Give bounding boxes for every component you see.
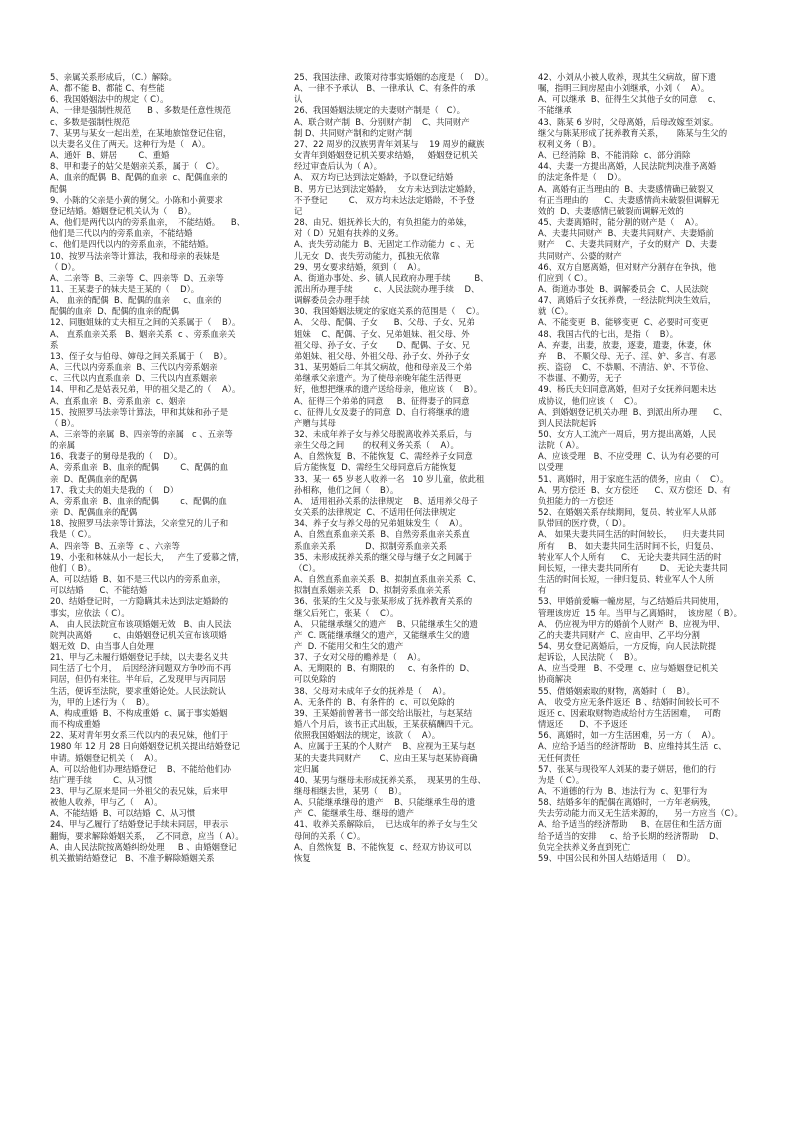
text-line: 33、某一 65 岁老人收养一名 10 岁儿童，依此租 bbox=[294, 473, 485, 484]
text-line: 6、我国婚姻法中的规定（ C）。 bbox=[50, 94, 169, 105]
text-line: A、血亲的配偶 B、配偶的血亲 c、配偶血亲的 bbox=[50, 172, 228, 183]
text-line: 27、22 周岁的汉族男青年刘某与 19 周岁的藏族 bbox=[294, 138, 485, 149]
text-line: A、 由人民法院宣布该项婚姻无效 B、由人民法 bbox=[50, 618, 232, 629]
text-line: 申请。婚姻登记机关（ A）。 bbox=[50, 752, 163, 763]
text-line: A、应属于王某的个人财产 B、应视为王某与赵 bbox=[294, 741, 476, 752]
text-line: 负完全扶养义务直到死亡 bbox=[538, 841, 631, 852]
text-line: 登记结婚。婚姻登记机关认为（ B）。 bbox=[50, 205, 197, 216]
text-line: 协商解决 bbox=[538, 674, 572, 685]
text-line: A、应当受理 B、不受理 c、应与婚姻登记机关 bbox=[538, 663, 719, 674]
text-line: A、一律是强制性规范 B 、多数是任意性规范 bbox=[50, 105, 231, 116]
text-line: 25、我国法律、政策对待事实婚姻的态度是（ D）。 bbox=[294, 72, 494, 82]
text-line: 40、某男与继母未形成抚养关系， 现某男的生母、 bbox=[294, 774, 486, 785]
text-line: B、男方已达到法定婚龄， 女方未达到法定婚龄， bbox=[294, 183, 481, 194]
text-line: 成协议，他们应该（ C）。 bbox=[538, 395, 643, 406]
text-line: 定归属 bbox=[294, 763, 320, 774]
text-line: 给予适当的安排 c、给予长期的经济帮助 D、 bbox=[538, 830, 724, 841]
text-line: 恢复 bbox=[294, 852, 311, 863]
text-column-left bbox=[50, 72, 278, 1072]
text-line: 起诉讼，人民法院（ B）。 bbox=[538, 652, 643, 663]
text-line: A、 父母、配偶、子女 B、父母、子女、兄弟 bbox=[294, 317, 475, 328]
text-line: 权利义务（ B）。 bbox=[538, 138, 601, 149]
text-line: 乙的夫妻共同财产 C、应由甲、乙平均分割 bbox=[538, 629, 700, 640]
text-line: 不能继承 bbox=[538, 105, 572, 116]
text-line: A、不道德的行为 B、违法行为 c、犯罪行为 bbox=[538, 786, 708, 796]
text-line: 财产 C、夫妻共同财产，子女的财产 D、夫妻 bbox=[538, 239, 718, 250]
text-line: 42、小刘从小被人收养，现其生父病故，留下遗 bbox=[538, 72, 717, 82]
text-line: A、 如果夫妻共同生活的时间较长， 归夫妻共同 bbox=[538, 529, 725, 540]
text-line: A、应给予适当的经济帮助 B、应维持其生活 c、 bbox=[538, 741, 727, 752]
text-line: 同居，但仍有来往。半年后，乙发现甲与丙同居 bbox=[50, 674, 226, 685]
text-line: c、征得儿女及妻子的同意 D、自行将继承的遗 bbox=[294, 406, 470, 417]
text-line: 为是（ C）。 bbox=[538, 774, 585, 785]
text-line: 可以免除的 bbox=[294, 674, 336, 685]
text-line: （ D）。 bbox=[50, 261, 81, 272]
text-line: A、 双方均已达到法定婚龄，予以登记结婚 bbox=[294, 172, 454, 183]
text-line: c、多数是强制性规范 bbox=[50, 116, 130, 127]
text-line: 继父与陈某形成了抚养教育关系， 陈某与生父的 bbox=[538, 127, 728, 138]
text-line: 35、未形成抚养关系的继父母与继子女之间属于 bbox=[294, 551, 473, 562]
text-line: 女青年到婚姻登记机关要求结婚， 婚姻登记机关 bbox=[294, 150, 478, 161]
text-line: 45、夫妻离婚时，能分割的财产是（ A）。 bbox=[538, 217, 704, 228]
text-line: （C）。 bbox=[294, 562, 321, 573]
text-line: 弟继承父亲遗产。为了使母亲晚年能生活得更 bbox=[294, 373, 462, 384]
text-line: A、直系血亲 B、旁系血亲 c、姻亲 bbox=[50, 395, 186, 406]
text-line: A、联合财产制 B、分别财产制 C、共同财产 bbox=[294, 116, 470, 127]
text-line: 姐妹 C、配偶、子女、兄弟姐妹、祖父母、外 bbox=[294, 328, 470, 339]
text-line: 14、甲和乙是姑表兄弟，甲的祖父是乙的（ A）。 bbox=[50, 384, 241, 395]
text-line: 31、某男婚后二年其父病故，他和母亲及三个弟 bbox=[294, 362, 473, 373]
text-column-right bbox=[538, 72, 766, 1072]
text-line: 51、离婚时，用于家庭生活的债务，应由（ C）。 bbox=[538, 473, 729, 484]
text-line: A、男方偿还 B、女方偿还 C、双方偿还 D、有 bbox=[538, 484, 731, 495]
text-line: A、自然恢复 B、不能恢复 C、需经养子女同意 bbox=[294, 451, 473, 462]
text-line: 有正当理由的 C、夫妻感情尚未破裂但调解无 bbox=[538, 194, 719, 205]
text-line: 院判决离婚 c、由婚姻登记机关宣布该项婚 bbox=[50, 629, 227, 640]
text-line: 到人民法院起诉 bbox=[538, 417, 597, 428]
text-line: 不恭谨、不勤劳，无子 bbox=[538, 373, 622, 384]
text-line: 有 bbox=[538, 585, 547, 596]
text-line: 44、夫妻一方提出离婚，人民法院判决准予离婚 bbox=[538, 161, 717, 172]
text-line: A、可以给他们办理结婚登记 B、不能给他们办 bbox=[50, 763, 232, 774]
text-line: 法院（ A）。 bbox=[538, 440, 585, 451]
text-line: 共同财产、公婆的财产 bbox=[538, 250, 622, 261]
text-line: 他们是三代以内的旁系血亲，不能结婚 bbox=[50, 228, 193, 239]
document-page bbox=[50, 72, 766, 1072]
text-line: 系 bbox=[50, 339, 59, 350]
text-line: 43、陈某 6 岁时，父母离婚，后母改嫁至刘家。 bbox=[538, 116, 719, 127]
text-line: A、他们是两代以内的旁系血亲， 不能结婚。 B、 bbox=[50, 217, 245, 228]
text-line: 被他人收养，甲与乙（ A）。 bbox=[50, 797, 163, 808]
text-column-middle bbox=[294, 72, 522, 1072]
text-line: 对（ D）兄姐有扶养的义务。 bbox=[294, 228, 404, 239]
text-line: 22、某对青年男女系三代以内的表兄妹，他们于 bbox=[50, 730, 229, 741]
text-line: 结广理手续 C、从习惯 bbox=[50, 774, 153, 785]
text-line: A、 收受方应无条件返还 B 、结婚时间较长可不 bbox=[538, 696, 720, 707]
text-line: A、构成重婚 B、不构成重婚 c、属于事实婚姻 bbox=[50, 707, 228, 718]
text-line: 29、男女要求结婚，须到（ A）。 bbox=[294, 261, 426, 272]
text-line: 而不构成重婚 bbox=[50, 719, 101, 730]
text-line: 34、养子女与养父母的兄弟姐妹发生（ A）。 bbox=[294, 518, 468, 529]
text-line: 5、亲属关系形成后，（C.）解除。 bbox=[50, 72, 177, 82]
text-line: 50、女方人工流产一周后，男方提出离婚，人民 bbox=[538, 429, 717, 439]
text-line: 儿无女 D、丧失劳动能力，孤独无依靠 bbox=[294, 250, 440, 261]
text-line: A、自然直系血亲关系 B、自然旁系血亲关系直 bbox=[294, 529, 470, 540]
text-line: 55、借婚姻索取的财物，离婚时（ B）。 bbox=[538, 685, 695, 696]
text-line: A、离婚有正当理由的 B、夫妻感情确已破裂又 bbox=[538, 183, 714, 194]
text-line: 事实，应依法（ C）。 bbox=[50, 607, 130, 618]
text-line: A、不能变更 B、能够变更 C、必要时可变更 bbox=[538, 317, 709, 328]
text-line: 的亲属 bbox=[50, 440, 76, 451]
text-line: A、可以继承 B、征得生父其他子女的同意 c、 bbox=[538, 94, 721, 105]
text-line: 继母相继去世，某男（ B）。 bbox=[294, 786, 407, 796]
text-line: 生活，便诉至法院，要求重婚论处。人民法院认 bbox=[50, 685, 226, 696]
text-line: 为，甲的上述行为（ B）。 bbox=[50, 696, 155, 707]
text-line: 23、甲与乙原来是同一外祖父的表兄妹，后来甲 bbox=[50, 786, 229, 796]
text-line: 后方能恢复 D、需经生父母同意后方能恢复 bbox=[294, 462, 457, 473]
text-line: 产 C、能继承生母、继母的遗产 bbox=[294, 808, 415, 819]
text-line: 17、我丈夫的姐夫是我的（ D） bbox=[50, 484, 179, 495]
text-line: 翻悔，要求解除婚姻关系， 乙不同意，应当（ A）。 bbox=[50, 830, 244, 841]
text-line: 亲 D、配偶血亲的配偶 bbox=[50, 473, 138, 484]
text-line: A、 适用祖孙关系的法律规定 B、适用养父母子 bbox=[294, 495, 478, 506]
text-line: 弟姐妹、祖父母、外祖父母、孙子女、外孙子女 bbox=[294, 350, 470, 361]
text-line: c、三代以内直系血亲 D、三代以内直系姻亲 bbox=[50, 373, 218, 384]
text-line: 生活的时间长短，一律归复员、转业军人个人所 bbox=[538, 574, 714, 585]
text-line: A、应该受理 B、不应受理 C、认为有必要的可 bbox=[538, 451, 720, 462]
text-line: 亲 D、配偶血亲的配偶 bbox=[50, 507, 138, 518]
text-line: A、都不能 B、都能 C、有些能 bbox=[50, 83, 165, 94]
text-line: 52、在婚姻关系存续期间，复员、转业军人从部 bbox=[538, 507, 717, 518]
text-line: 配偶 bbox=[50, 183, 67, 194]
text-line: 的法定条件是（ D）。 bbox=[538, 172, 627, 183]
text-line: 系血亲关系 D、拟制旁系血亲关系 bbox=[294, 540, 447, 551]
text-line: 以夫妻名义住了两天。这种行为是（ A）。 bbox=[50, 138, 211, 149]
text-line: 产赠与其母 bbox=[294, 417, 336, 428]
text-line: A、已经消除 B、不能消除 c、部分消除 bbox=[538, 150, 691, 161]
text-line: 祖父母、孙子女、子女 D、配偶、子女、兄 bbox=[294, 339, 470, 350]
text-line: 10、按罗马法亲等计算法，我和母亲的表妹是 bbox=[50, 250, 220, 261]
text-line: c、他们是四代以内的旁系血亲，不能结婚。 bbox=[50, 239, 214, 250]
text-line: 不予登记 C、 双方均未达法定婚龄，不予登 bbox=[294, 194, 475, 205]
text-line: 同生活了七个月， 后因经济问题双方争吵而不再 bbox=[50, 663, 232, 674]
text-line: A、只能继承继母的遗产 B、只能继承生母的遗 bbox=[294, 797, 476, 808]
text-line: 婚八个月后，该书正式出版，王某获稿酬四千元。 bbox=[294, 719, 479, 730]
text-line: 负担能力的一方偿还 bbox=[538, 495, 614, 506]
text-line: 37、子女对父母的赡养是（ A）。 bbox=[294, 652, 426, 663]
text-line: 57、张某与现役军人刘某的妻子姘居，他们的行 bbox=[538, 763, 717, 774]
text-line: A、夫妻共同财产 B、夫妻共同财产、夫妻婚前 bbox=[538, 228, 714, 239]
text-line: A、旁系血亲 B、血亲的配偶 c、配偶的血 bbox=[50, 495, 227, 506]
text-line: 间长短，一律夫妻共同所有 D、 无论夫妻共同 bbox=[538, 562, 728, 573]
text-line: 无任何责任 bbox=[538, 752, 580, 763]
text-line: A、给予适当的经济帮助 B、在居住和生活方面 bbox=[538, 819, 722, 830]
text-line: 1980 年 12 月 28 日向婚姻登记机关提出结婚登记 bbox=[50, 741, 240, 752]
text-line: A、可以结婚 B、如不是三代以内的旁系血亲， bbox=[50, 574, 226, 585]
text-line: 我是（ C）。 bbox=[50, 529, 97, 540]
text-line: A、旁系血亲 B、血亲的配偶 C、配偶的血 bbox=[50, 462, 228, 473]
text-line: 47、离婚后子女抚养费，一经法院判决生效后， bbox=[538, 295, 717, 306]
text-line: 制 D、共同财产制和约定财产制 bbox=[294, 127, 412, 138]
text-line: 认 bbox=[294, 94, 303, 105]
text-line: A、街道办事处、乡、镇人民政府办理手续 B、 bbox=[294, 272, 489, 283]
text-line: A、由人民法院按离婚纠纷处理 B 、由婚姻登记 bbox=[50, 841, 237, 852]
text-line: A、一律不予承认 B、一律承认 C、有条件的承 bbox=[294, 83, 476, 94]
text-line: 26、我国婚姻法规定的夫妻财产制是（ C）。 bbox=[294, 105, 466, 116]
text-line: 嘱，指明三间房屋由小刘继承，小刘（ A）。 bbox=[538, 83, 710, 94]
text-line: 可以结婚 C、不能结婚 bbox=[50, 585, 148, 596]
text-line: 返还 c、因索取财物造成给付方生活困难， 可酌 bbox=[538, 707, 721, 718]
text-line: A、通奸 B、姘居 C、重婚 bbox=[50, 150, 170, 161]
text-line: 记 bbox=[294, 205, 303, 216]
text-line: （ B）。 bbox=[50, 417, 80, 428]
text-line: A、三代以内旁系血亲 B、三代以内旁系姻亲 bbox=[50, 362, 218, 373]
text-line: A、四亲等 B、五亲等 c 、六亲等 bbox=[50, 540, 180, 551]
text-line: 以受理 bbox=[538, 462, 564, 473]
text-line: A、不能结婚 B、可以结婚 C、从习惯 bbox=[50, 808, 196, 819]
text-line: 28、由兄、姐抚养长大的，有负担能力的弟妹， bbox=[294, 217, 473, 228]
text-line: A、丧失劳动能力 B、无固定工作动能力 c 、无 bbox=[294, 239, 475, 250]
text-line: 8、甲和妻子的姑父是姻亲关系，属于（ C）。 bbox=[50, 161, 225, 172]
text-line: 配偶的血亲 D、配偶的血亲的配偶 bbox=[50, 306, 180, 317]
text-line: 管理该房近 15 年。当甲与乙离婚时， 该房屋（ B）。 bbox=[538, 607, 743, 618]
text-line: 13、侄子女与伯母、婶母之间关系属于（ B）。 bbox=[50, 350, 232, 361]
text-line: A、无条件的 B、有条件的 c、可以免除的 bbox=[294, 696, 455, 707]
text-line: 48、我国古代的七出，是指（ B）。 bbox=[538, 328, 679, 339]
text-line: A、街道办事处 B、调解委员会 C、人民法院 bbox=[538, 283, 709, 294]
text-line: 效的 D、夫妻感情已破裂而调解无效的 bbox=[538, 205, 684, 216]
text-line: 经过审查后认为（ A）。 bbox=[294, 161, 382, 172]
text-line: A、自然直系血亲关系 B、拟制直系血亲关系 C、 bbox=[294, 574, 482, 585]
text-line: A、三亲等的亲属 B、四亲等的亲属 c 、五亲等 bbox=[50, 429, 233, 439]
text-line: 18、按照罗马法亲等计算法，父亲堂兄的儿子和 bbox=[50, 518, 229, 529]
text-line: 好，他想把继承的遗产送给母亲，他应该（ B）。 bbox=[294, 384, 483, 395]
text-line: 机关撤销结婚登记 B、不准予解除婚姻关系 bbox=[50, 852, 215, 863]
text-line: A、二亲等 B、三亲等 C、四亲等 D、五亲等 bbox=[50, 272, 224, 283]
text-line: 20、结婚登记时，一方隐瞒其未达到法定婚龄的 bbox=[50, 596, 229, 607]
text-line: 12、同胞姐妹的丈夫相互之间的关系属于（ B）。 bbox=[50, 317, 241, 328]
text-line: 失去劳动能力而又无生活来源的， 另一方应当（C）。 bbox=[538, 808, 743, 819]
text-line: 孙相称，他们之间（ B）。 bbox=[294, 484, 399, 495]
text-line: 56、离婚时，如一方生活困难，另一方（ A）。 bbox=[538, 730, 720, 741]
text-line: 16、我妻子的舅母是我的（ D）。 bbox=[50, 451, 183, 462]
text-line: 30、我国婚姻法规定的家庭关系的范围是（ C）。 bbox=[294, 306, 485, 317]
text-line: 32、未成年养子女与养父母脱离收养关系后，与 bbox=[294, 429, 473, 439]
text-line: 49、杨氏夫妇同意离婚，但对子女抚养问题未达 bbox=[538, 384, 717, 395]
text-line: 某的夫妻共同财产 C、应由王某与赵某协商确 bbox=[294, 752, 478, 763]
text-line: 46、双方自愿离婚，但对财产分割存在争执，他 bbox=[538, 261, 717, 272]
text-line: 58、结婚多年的配偶在离婚时，一方年老病残， bbox=[538, 797, 717, 808]
text-line: A、 直系血亲关系 B、姻亲关系 c 、旁系血亲关 bbox=[50, 328, 236, 339]
text-line: A、 只能继承继父的遗产 B、只能继承生父的遗 bbox=[294, 618, 478, 629]
text-line: 19、小张和林妹从小一起长大， 产生了爱慕之情， bbox=[50, 551, 245, 562]
text-line: 54、男女登记离婚后，一方反悔，向人民法院提 bbox=[538, 640, 717, 651]
text-line: A、征得三个弟弟的同意 B、征得妻子的同意 bbox=[294, 395, 470, 406]
text-line: 母间的关系（ C）。 bbox=[294, 830, 366, 841]
text-line: 疾、盗窃 C、不恭顺、不清洁、妒、不节俭、 bbox=[538, 362, 714, 373]
text-line: 女关系的法律规定 C、不适用任何法律规定 bbox=[294, 507, 456, 518]
text-line: 调解委员会办理手续 bbox=[294, 295, 370, 306]
text-line: 所有 B、 如夫妻共同生活时间不长，归复员、 bbox=[538, 540, 719, 551]
text-line: 7、某男与某女一起出差，在某地旅馆登记住宿， bbox=[50, 127, 232, 138]
text-line: 产 C. 既能继承继父的遗产，又能继承生父的遗 bbox=[294, 629, 470, 640]
text-line: 们应到（ C）。 bbox=[538, 272, 593, 283]
text-line: A、 血亲的配偶 B、配偶的血亲 c、血亲的 bbox=[50, 295, 222, 306]
text-line: A、 仍应视为甲方的婚前个人财产 B、应视为甲、 bbox=[538, 618, 725, 629]
text-line: 转业军人个人所有 C、 无论夫妻共同生活的时 bbox=[538, 551, 722, 562]
text-line: 他们（ B）。 bbox=[50, 562, 97, 573]
text-line: 亲生父母之间 的权利义务关系（ A）。 bbox=[294, 440, 459, 451]
text-line: 姻无效 D、由当事人自处理 bbox=[50, 640, 154, 651]
text-line: 产 D. 不能用父和生父的遗产 bbox=[294, 640, 404, 651]
text-line: 继父后死亡，张某（ C）。 bbox=[294, 607, 399, 618]
text-line: A、无期限的 B、有期限的 c、有条件的 D、 bbox=[294, 663, 475, 674]
text-line: 39、王某婚前曾著书一部交给出版社，与赵某结 bbox=[294, 707, 473, 718]
text-line: A、自然恢复 B、不能恢复 c、经双方协议可以 bbox=[294, 841, 472, 852]
text-line: 38、父母对未成年子女的抚养是（ A）。 bbox=[294, 685, 451, 696]
text-line: 9、小陈的父亲是小黄的舅父。小陈和小黄要求 bbox=[50, 194, 223, 205]
text-line: 弃 B、 不顺父母、无子、淫、妒、多言、有恶 bbox=[538, 350, 717, 361]
text-line: 41、收养关系解除后， 已达成年的养子女与生父 bbox=[294, 819, 478, 830]
text-line: 拟制直系姻亲关系 D、拟制旁系血亲关系 bbox=[294, 585, 451, 596]
text-line: 21、甲与乙未履行婚姻登记手续，以夫妻名义共 bbox=[50, 652, 229, 663]
text-line: 59、中国公民和外国人结婚适用（ D）。 bbox=[538, 852, 696, 863]
text-line: 派出所办理手续 c、人民法院办理手续 D、 bbox=[294, 283, 480, 294]
text-line: 依照我国婚姻法的规定，该款（ A）。 bbox=[294, 730, 441, 741]
text-line: 15、按照罗马法亲等计算法，甲和其妹和孙子是 bbox=[50, 406, 229, 417]
text-line: 53、甲婚前爱嘛一幢房屋，与乙结婚后共同使用， bbox=[538, 596, 725, 607]
text-line: 24、甲与乙履行了结婚登记手续未同居，甲表示 bbox=[50, 819, 229, 830]
text-line: 队带回的医疗费，（ D）。 bbox=[538, 518, 631, 529]
text-line: A、弃妻，出妻，放妻，逐妻，遣妻，休妻，休 bbox=[538, 339, 712, 350]
text-line: 36、张某的生父及与张某形成了抚养教育关系的 bbox=[294, 596, 473, 607]
text-line: 11、王某妻子的妹夫是王某的（ D）。 bbox=[50, 283, 200, 294]
text-line: 情返还 D、不予返还 bbox=[538, 719, 628, 730]
text-line: A、到婚姻登记机关办理 B、到派出所办理 C、 bbox=[538, 406, 728, 417]
text-line: 就（C）。 bbox=[538, 306, 574, 317]
